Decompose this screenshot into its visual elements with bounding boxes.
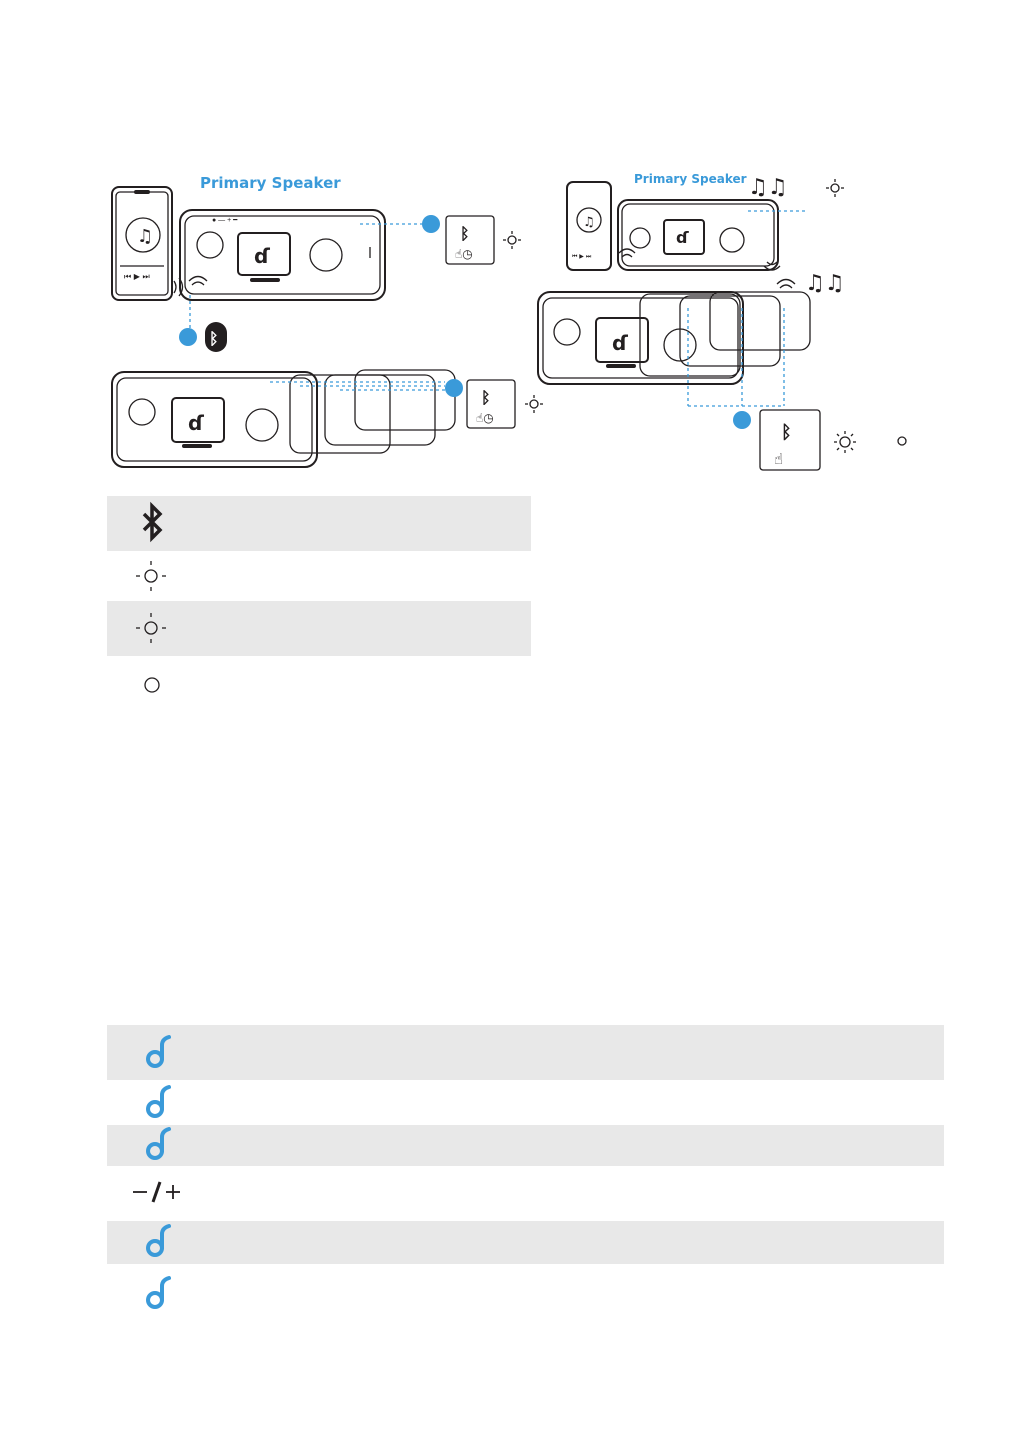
controls-row-3	[107, 1125, 944, 1166]
svg-text:ᛒ: ᛒ	[781, 422, 792, 443]
led-off-icon-small	[898, 437, 906, 445]
soundcore-logo-icon	[143, 1081, 173, 1125]
soundcore-logo-icon	[143, 1123, 173, 1167]
soundcore-logo-icon	[143, 1272, 173, 1316]
svg-text:ɗ: ɗ	[676, 228, 689, 247]
secondary-speakers-stack-right	[538, 292, 810, 384]
primary-speaker-label-left: Primary Speaker	[200, 174, 341, 192]
controls-row-4	[107, 1166, 944, 1221]
led-blink-icon-right-top	[826, 179, 844, 197]
svg-text:ᛒ: ᛒ	[460, 224, 470, 243]
status-row-2	[107, 551, 531, 601]
svg-text:ɗ: ɗ	[254, 244, 270, 268]
svg-text:● — + ━: ● — + ━	[212, 217, 238, 224]
soundcore-logo-icon	[143, 1031, 173, 1075]
left-illustration-drawing	[100, 150, 560, 470]
led-off-icon	[143, 676, 163, 696]
svg-text:ᛒ: ᛒ	[481, 388, 491, 407]
svg-text:ᛒ: ᛒ	[209, 329, 219, 348]
controls-row-6	[107, 1264, 944, 1324]
soundcore-logo-icon	[143, 1220, 173, 1264]
svg-text:♫: ♫	[137, 226, 154, 247]
primary-speaker-icon	[180, 210, 385, 300]
svg-text:ɗ: ɗ	[612, 331, 628, 355]
svg-text:♫♫: ♫♫	[805, 271, 845, 296]
controls-row-5	[107, 1221, 944, 1264]
status-row-1	[107, 496, 531, 551]
led-blink-icon-top	[503, 231, 521, 249]
volume-minus-plus-icon	[131, 1178, 187, 1208]
svg-text:☝◷: ☝◷	[476, 411, 494, 425]
led-blinking-icon	[134, 559, 168, 593]
controls-row-1	[107, 1025, 944, 1080]
led-blinking-icon	[134, 611, 168, 645]
svg-text:ɗ: ɗ	[188, 411, 204, 435]
controls-row-2	[107, 1080, 944, 1125]
led-fast-blink-icon	[834, 431, 856, 453]
phone-icon-right	[567, 182, 611, 270]
svg-text:♫: ♫	[583, 215, 595, 230]
svg-text:♫♫: ♫♫	[748, 175, 788, 200]
right-illustration-drawing	[530, 160, 930, 480]
primary-speaker-label-right: Primary Speaker	[634, 172, 747, 186]
svg-text:⏮ ▶ ⏭: ⏮ ▶ ⏭	[124, 272, 150, 281]
pairing-illustration-right	[530, 160, 930, 480]
svg-text:☝: ☝	[774, 450, 784, 468]
secondary-speakers-stack	[112, 370, 455, 467]
status-row-3	[107, 601, 531, 656]
phone-icon	[112, 187, 172, 300]
pairing-illustration-left	[100, 150, 560, 470]
bluetooth-icon	[140, 504, 164, 544]
status-row-4	[107, 656, 531, 711]
svg-text:☝◷: ☝◷	[455, 247, 473, 261]
svg-text:⏮ ▶ ⏭: ⏮ ▶ ⏭	[572, 253, 592, 260]
